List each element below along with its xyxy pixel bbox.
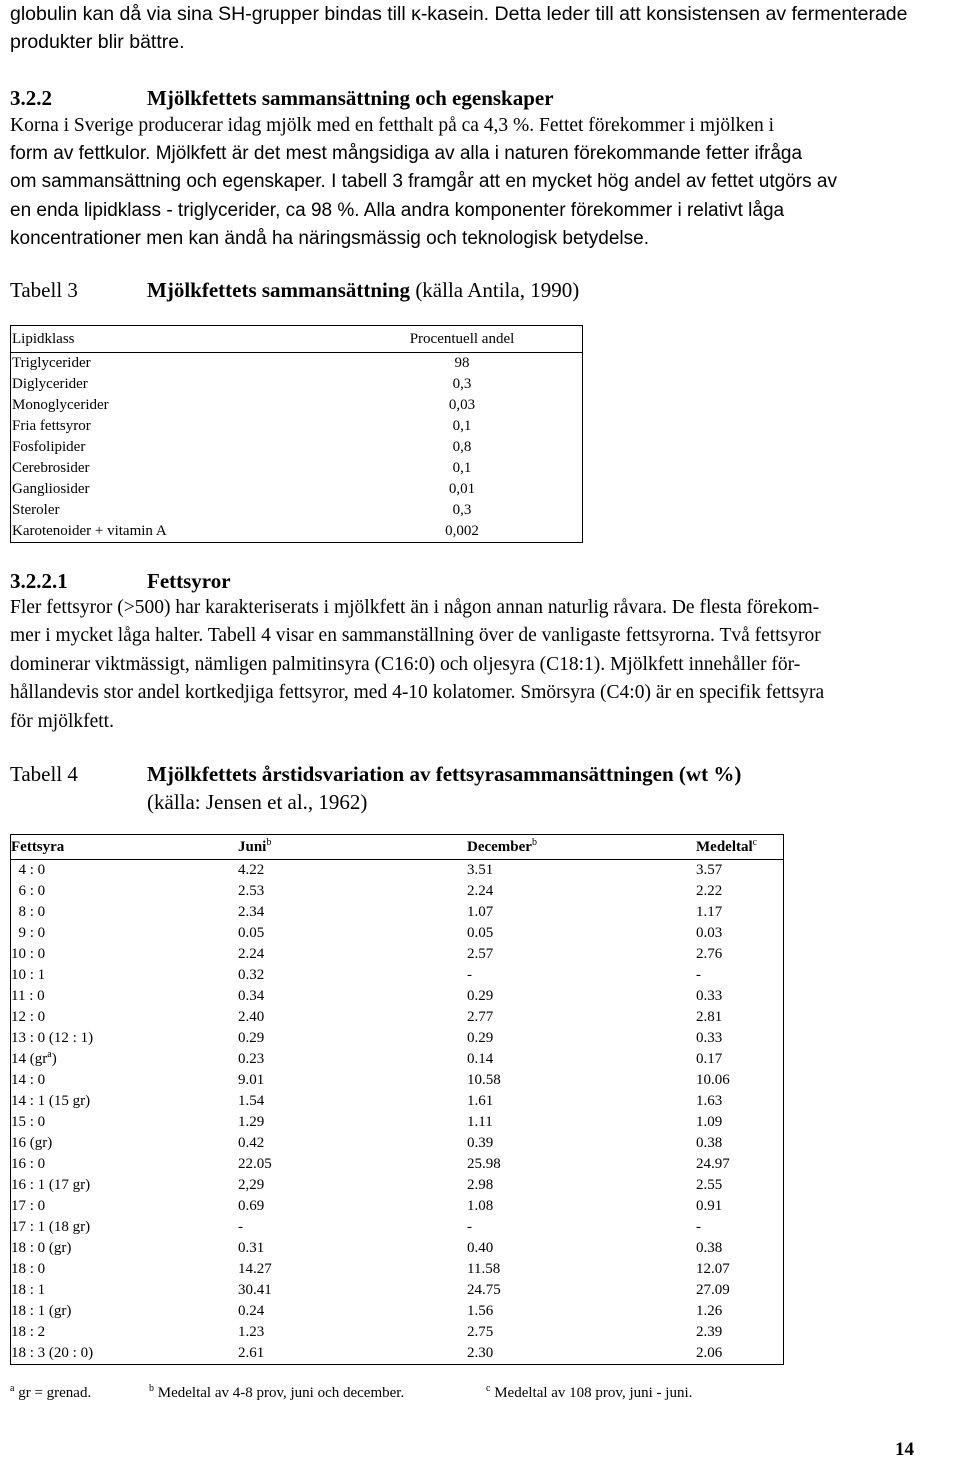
table-cell-december: 11.58 [467,1261,501,1277]
table-cell-fettsyra: 16 : 1 (17 gr) [11,1177,91,1193]
table-cell-lipidklass: Karotenoider + vitamin A [12,523,167,539]
table-cell-december: 0.05 [467,925,494,941]
table4-title: Mjölkfettets årstidsvariation av fettsyrasammansättningen (wt %) [147,762,742,786]
table-row [11,1217,784,1238]
table3-title-bold: Mjölkfettets sammansättning [147,278,411,302]
table-row [11,944,784,965]
table-row [11,374,583,395]
table-cell-december: - [467,967,472,983]
table-cell-december: 0.14 [467,1051,494,1067]
page-number: 14 [895,1439,914,1460]
table-cell-juni: 0.24 [238,1303,265,1319]
table-cell-medeltal: 1.63 [696,1093,723,1109]
table-row [11,1154,784,1175]
table-cell-december: 1.56 [467,1303,494,1319]
table-cell-andel: 98 [454,355,470,371]
table-cell-december: 2.57 [467,946,494,962]
table4-label: Tabell 4 [10,762,78,786]
table-cell-fettsyra: 13 : 0 (12 : 1) [11,1030,94,1046]
table-cell-juni: 22.05 [238,1156,272,1172]
table-cell-lipidklass: Monoglycerider [12,397,109,413]
section-title: Mjölkfettets sammansättning och egenskaper [147,86,554,110]
column-header-juni [238,835,467,860]
cell-text-suffix: ) [51,1051,57,1067]
table-row [11,1175,784,1196]
table-cell-medeltal: 1.17 [696,904,723,920]
table-cell-december: 24.75 [467,1282,501,1298]
table-cell-fettsyra: 18 : 1 (gr) [11,1303,72,1319]
table-cell-december: 0.39 [467,1135,494,1151]
table-cell-fettsyra: 14 : 1 (15 gr) [11,1093,91,1109]
table-cell-lipidklass: Triglycerider [12,355,91,371]
table-cell-fettsyra: 18 : 0 [11,1261,46,1277]
table-cell-medeltal: - [696,1219,701,1235]
table-cell-juni: 1.23 [238,1324,265,1340]
column-header: Procentuell andel [409,331,515,347]
table-row [11,1028,784,1049]
table-cell-december: 2.24 [467,883,494,899]
table-cell-december: 0.29 [467,1030,494,1046]
table-cell-december: - [467,1219,472,1235]
table-cell-juni: 0.69 [238,1198,265,1214]
table-cell-lipidklass: Diglycerider [12,376,88,392]
header-text: December [467,839,532,855]
table-cell-fettsyra: 12 : 0 [11,1009,46,1025]
section-number: 3.2.2 [10,86,52,110]
table-cell-fettsyra: 4 : 0 [11,862,46,878]
table-cell-andel: 0,01 [448,481,476,497]
header-footnote-mark: b [531,837,537,848]
table-cell-december: 2.98 [467,1177,494,1193]
table-cell-lipidklass: Fria fettsyror [12,418,91,434]
table-cell-december: 2.75 [467,1324,494,1340]
table-cell-lipidklass: Cerebrosider [12,460,90,476]
table-cell-lipidklass: Fosfolipider [12,439,86,455]
section-heading-3221 [10,567,910,595]
table-cell-december: 1.07 [467,904,494,920]
table-row [11,1259,784,1280]
table-row [11,1238,784,1259]
table-cell-medeltal: 2.81 [696,1009,723,1025]
section-322-body-sans [10,140,955,253]
table-cell-december: 0.29 [467,988,494,1004]
footnote-mark: a [47,1049,52,1060]
table-row [11,1133,784,1154]
table-row [11,1091,784,1112]
table-row [11,1322,784,1343]
table-cell-juni: 2.24 [238,946,265,962]
body-line: hållandevis stor andel kortkedjiga fettsyror, med 4-10 kolatomer. Smörsyra (C4:0) är en specifik fettsyra [10,682,825,704]
table-cell-juni: 0.29 [238,1030,265,1046]
table-cell-medeltal: 1.09 [696,1114,723,1130]
body-line: Fler fettsyror (>500) har karakteriserats i mjölkfett än i någon annan naturlig råvara. De flesta förekom- [10,597,820,618]
table-cell-medeltal: 1.26 [696,1303,723,1319]
body-line: mer i mycket låga halter. Tabell 4 visar en sammanställning över de vanligaste fettsyrorna. Två fettsyror [10,625,821,647]
table-row [11,1112,784,1133]
table-cell-fettsyra: 11 : 0 [11,988,45,1004]
table-row [11,1196,784,1217]
table-cell-fettsyra: 17 : 0 [11,1198,46,1214]
table-row [11,1007,784,1028]
table-cell-fettsyra: 6 : 0 [11,883,46,899]
table-cell-lipidklass: Gangliosider [12,481,90,497]
table-row [11,986,784,1007]
body-line: form av fettkulor. Mjölkfett är det mest mångsidiga av alla i naturen förekommande fetter ifråga [10,143,803,164]
footnote-mark: a [10,1383,15,1394]
table3-caption [10,276,910,304]
table-cell-juni: 4.22 [238,862,265,878]
table-row [11,1343,784,1365]
table-cell-juni: 2.34 [238,904,265,920]
table-cell-lipidklass: Steroler [12,502,60,518]
section-title: Fettsyror [147,569,231,593]
table4-body [11,860,784,1365]
table-cell-fettsyra: 18 : 1 [11,1282,46,1298]
table-cell-fettsyra: 15 : 0 [11,1114,46,1130]
table-cell-december: 3.51 [467,862,494,878]
table-row [11,902,784,923]
footnote-mark: b [149,1383,154,1394]
table-row [11,458,583,479]
body-line: en enda lipidklass - triglycerider, ca 98 %. Alla andra komponenter förekommer i relativt låga [10,199,785,221]
table-cell-medeltal: 0.38 [696,1240,723,1256]
table-cell-medeltal: 2.39 [696,1324,723,1340]
table-cell-juni: 30.41 [238,1282,272,1298]
section-number: 3.2.2.1 [10,569,68,593]
table-cell-medeltal: 12.07 [696,1261,730,1277]
table-cell-december: 10.58 [467,1072,501,1088]
table-header-row [11,326,583,353]
header-text: Fettsyra [11,839,65,855]
column-header-december [467,835,696,860]
table-cell-juni: 9.01 [238,1072,265,1088]
table-cell-medeltal: 0.33 [696,988,723,1004]
body-line: om sammansättning och egenskaper. I tabell 3 framgår att en mycket hög andel av fettet utgörs av [10,171,837,193]
table3-body [11,353,583,543]
body-line: koncentrationer men kan ändå ha näringsmässig och teknologisk betydelse. [10,227,649,249]
header-text: Medeltal [696,839,753,855]
table-header-row [11,835,784,860]
table-cell-fettsyra: 9 : 0 [11,925,46,941]
table-row [11,1070,784,1091]
table-row [11,923,784,944]
footnote-b [149,1383,404,1402]
table3-label: Tabell 3 [10,278,78,302]
footnote-text: Medeltal av 4-8 prov, juni och december. [154,1385,405,1401]
table-cell-andel: 0,3 [452,502,472,518]
table-cell-december: 1.08 [467,1198,494,1214]
table-cell-medeltal: 0.91 [696,1198,723,1214]
table-row [11,1280,784,1301]
table-cell-juni: 0.42 [238,1135,265,1151]
table-cell-fettsyra: 18 : 3 (20 : 0) [11,1345,94,1361]
section-3221-body [10,594,955,736]
table-cell-medeltal: 0.03 [696,925,723,941]
column-header-medeltal [696,835,784,860]
table-cell-fettsyra: 16 : 0 [11,1156,46,1172]
table-cell-medeltal: 0.33 [696,1030,723,1046]
table-cell-fettsyra: 18 : 2 [11,1324,46,1340]
header-footnote-mark: b [266,837,272,848]
table-row [11,479,583,500]
table4 [10,834,784,1365]
table-cell-december: 2.77 [467,1009,494,1025]
footnote-text: gr = grenad. [14,1385,92,1401]
table-cell-juni: 0.32 [238,967,265,983]
table-cell-juni: 0.34 [238,988,265,1004]
table-cell-medeltal: 24.97 [696,1156,730,1172]
table-cell-december: 1.11 [467,1114,493,1130]
table-row [11,1049,784,1070]
table-cell-fettsyra: 8 : 0 [11,904,46,920]
table-cell-december: 25.98 [467,1156,501,1172]
footnote-a [10,1383,91,1402]
table-cell-medeltal: 0.17 [696,1051,723,1067]
column-header: Lipidklass [12,331,75,347]
table-row [11,521,583,543]
table-cell-andel: 0,8 [452,439,472,455]
table-row [11,437,583,458]
table-cell-andel: 0,1 [452,460,472,476]
table-cell-fettsyra: 10 : 1 [11,967,46,983]
table-cell-fettsyra: 17 : 1 (18 gr) [11,1219,91,1235]
table4-source: (källa: Jensen et al., 1962) [147,790,368,814]
footnote-mark: c [486,1383,491,1394]
table-cell-medeltal: 27.09 [696,1282,730,1298]
table-cell-fettsyra: 16 (gr) [11,1135,53,1151]
table-cell-juni: 1.54 [238,1093,265,1109]
header-text: Juni [238,839,267,855]
table-cell-medeltal: 0.38 [696,1135,723,1151]
table-cell-medeltal: - [696,967,701,983]
table-cell-medeltal: 3.57 [696,862,723,878]
table-cell-juni: 2,29 [238,1177,265,1193]
table-cell-medeltal: 10.06 [696,1072,730,1088]
intro-paragraph: globulin kan då via sina SH-grupper bindas till κ-kasein. Detta leder till att konsistensen av fermenterade produkter blir bättre. [10,3,908,54]
body-line: Korna i Sverige producerar idag mjölk med en fetthalt på ca 4,3 %. Fettet förekommer i mjölken i [10,115,775,136]
table-cell-juni: - [238,1219,243,1235]
table4-caption [10,760,910,816]
table-cell-december: 1.61 [467,1093,494,1109]
table-cell-december: 0.40 [467,1240,494,1256]
table-row [11,500,583,521]
footnote-c [486,1383,692,1402]
section-heading-322 [10,84,910,112]
table-row [11,1301,784,1322]
table-cell-juni: 2.53 [238,883,265,899]
table-cell-medeltal: 2.55 [696,1177,723,1193]
table-row [11,416,583,437]
table-cell-andel: 0,03 [448,397,476,413]
table-cell-juni: 0.23 [238,1051,265,1067]
table3-title [147,276,579,304]
table-cell-fettsyra: 10 : 0 [11,946,46,962]
body-line: för mjölkfett. [10,710,114,732]
table-cell-andel: 0,1 [452,418,472,434]
table3-title-source: (källa Antila, 1990) [415,278,580,302]
table-cell-juni: 14.27 [238,1261,272,1277]
table-cell-juni: 2.61 [238,1345,265,1361]
table3 [10,325,583,543]
table-cell-juni: 2.40 [238,1009,265,1025]
table-cell-juni: 0.31 [238,1240,265,1256]
table-cell-medeltal: 2.06 [696,1345,723,1361]
table-cell-juni: 0.05 [238,925,265,941]
table-cell-medeltal: 2.22 [696,883,723,899]
column-header-fettsyra [11,835,239,860]
table-cell-fettsyra [11,1049,239,1070]
table-cell-medeltal: 2.76 [696,946,723,962]
table-cell-andel: 0,3 [452,376,472,392]
table-cell-fettsyra: 14 : 0 [11,1072,46,1088]
header-footnote-mark: c [752,837,758,848]
table-row [11,395,583,416]
table-row [11,860,784,882]
section-322-body [10,112,955,140]
table-cell-andel: 0,002 [445,523,479,539]
table-cell-juni: 1.29 [238,1114,265,1130]
table-cell-december: 2.30 [467,1345,494,1361]
body-line: dominerar viktmässigt, nämligen palmitinsyra (C16:0) och oljesyra (C18:1). Mjölkfett innehåller för- [10,653,801,675]
cell-text: 14 (gr [11,1051,48,1067]
table-row [11,965,784,986]
table-row [11,353,583,375]
table-row [11,881,784,902]
footnote-text: Medeltal av 108 prov, juni - juni. [490,1385,693,1401]
table-cell-fettsyra: 18 : 0 (gr) [11,1240,72,1256]
